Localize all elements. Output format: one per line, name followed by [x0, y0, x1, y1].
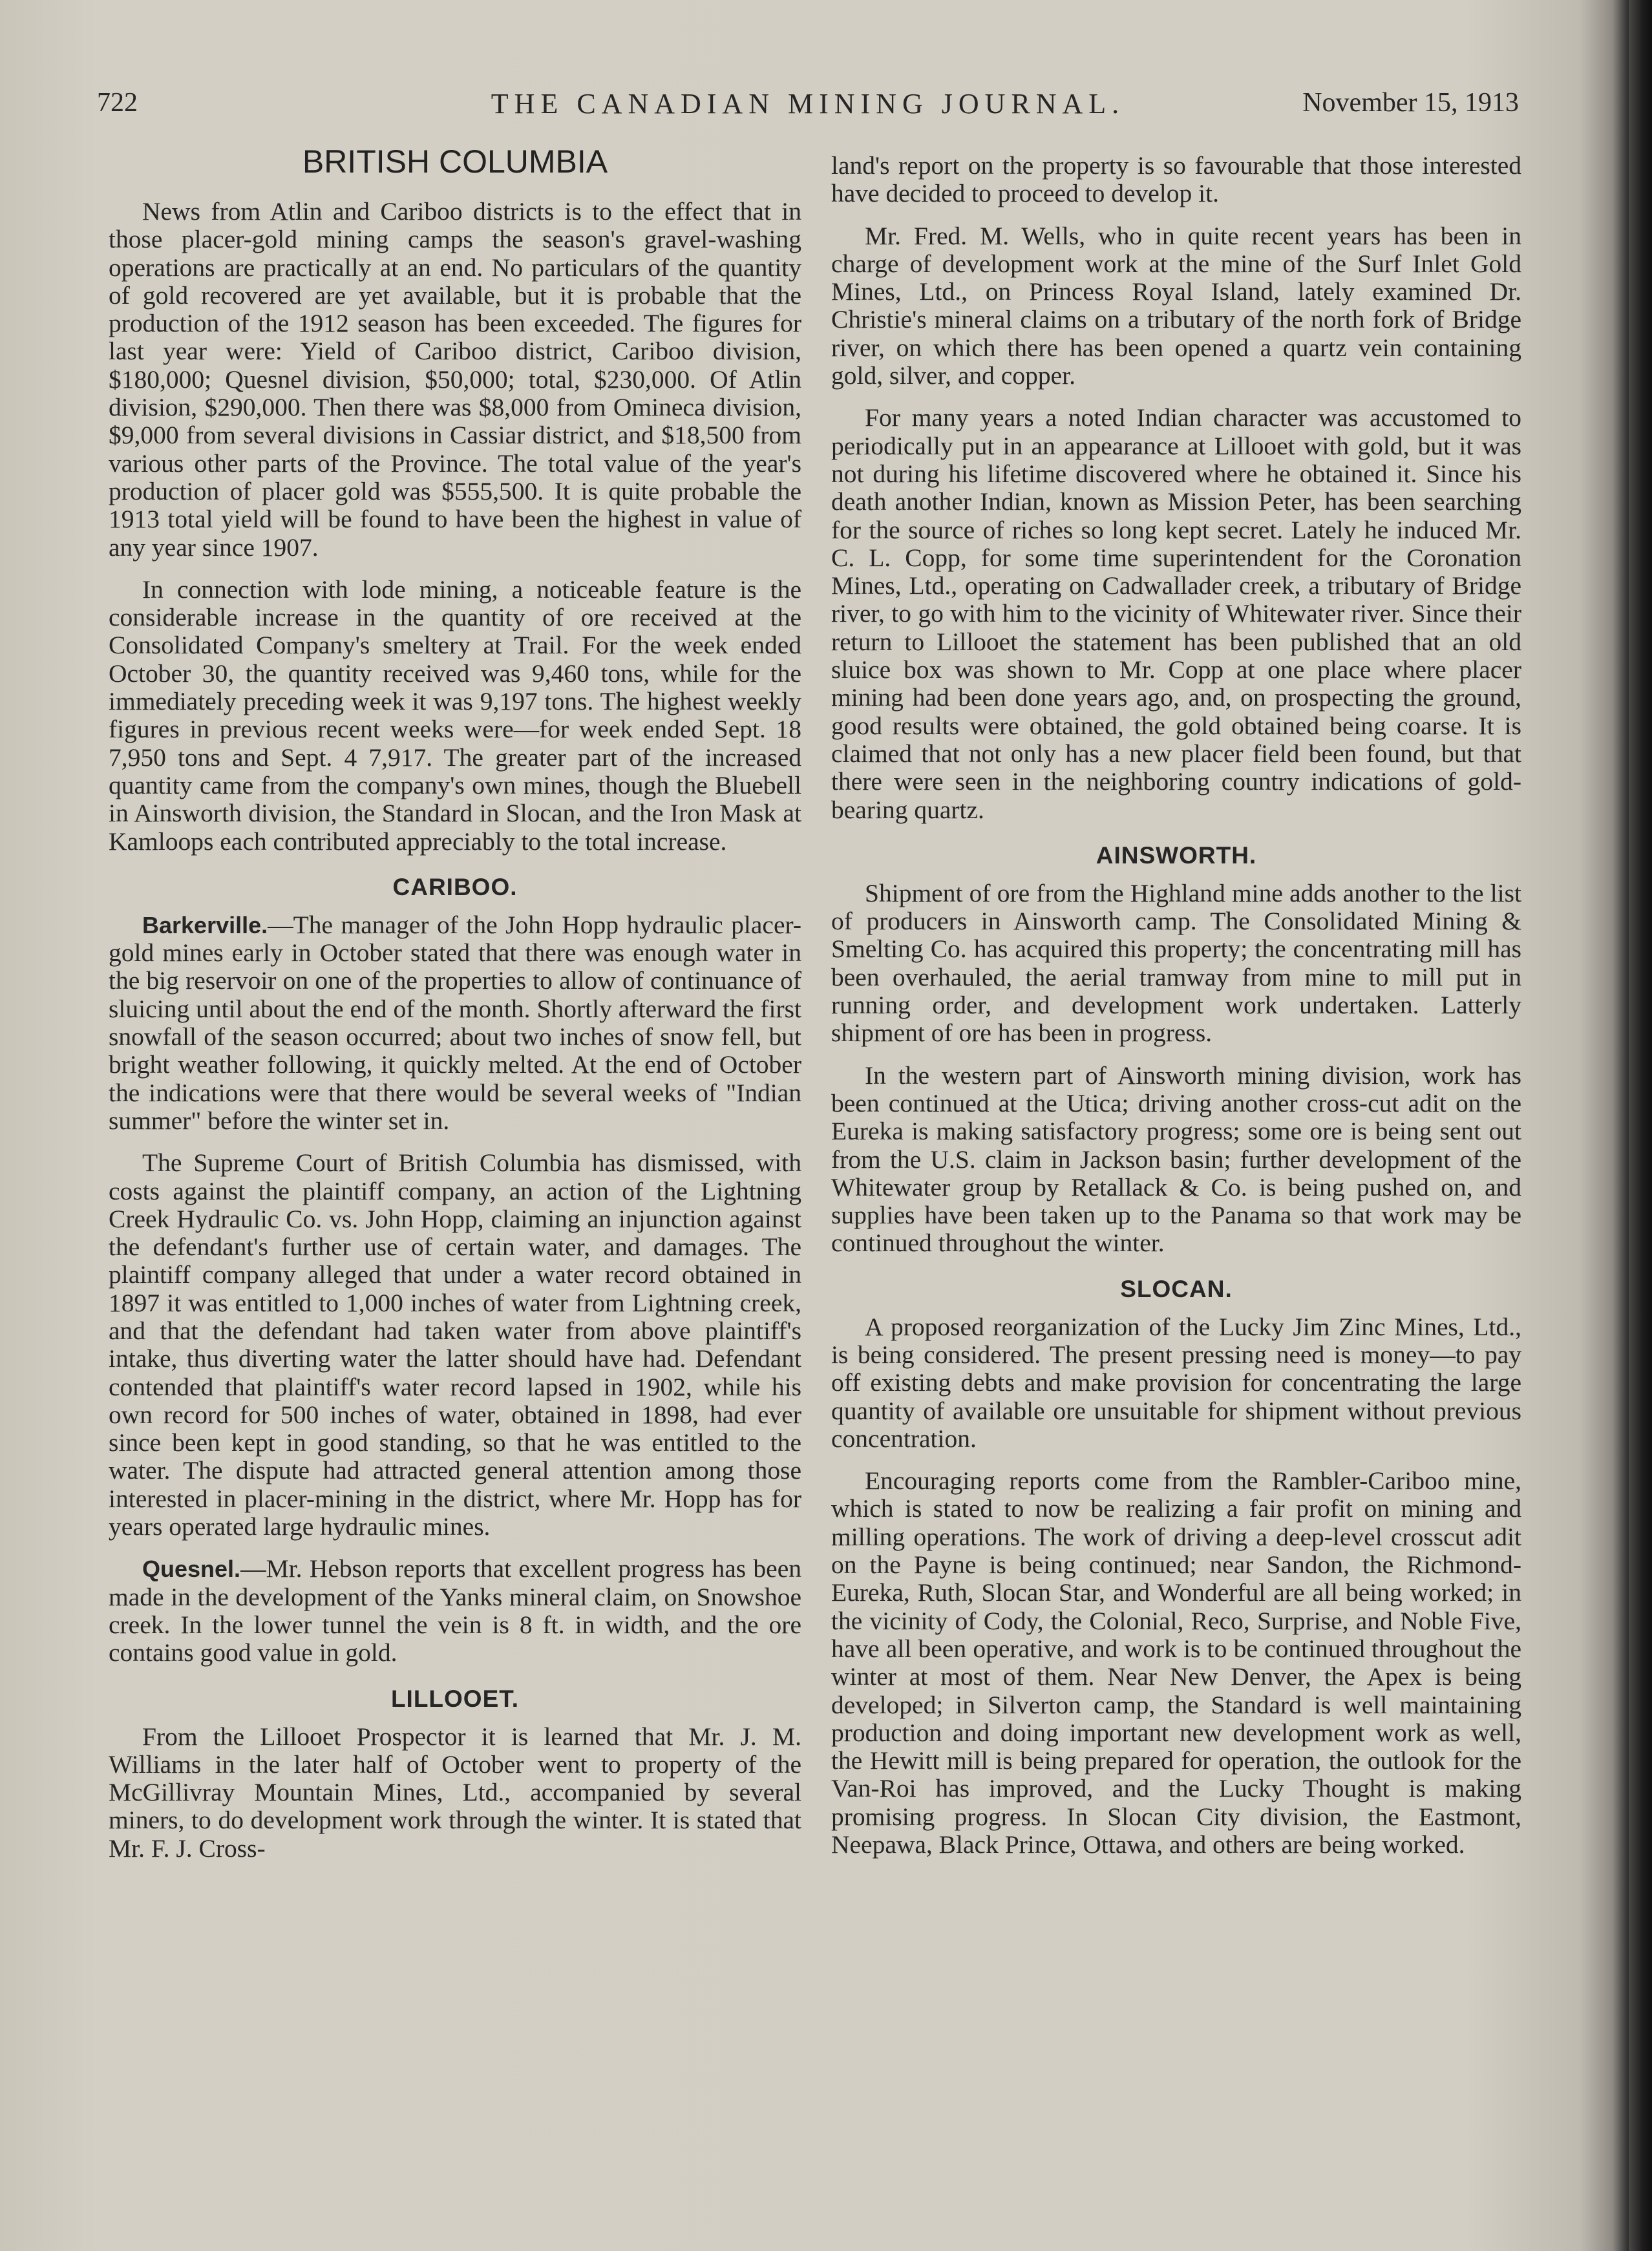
book-spine-edge: [1629, 0, 1652, 2251]
slocan-paragraph-1: A proposed reorganization of the Lucky Jim Zinc Mines, Ltd., is being considered. The present pressing need is money—to pay off existing debts and make provision for concentrating the large quantity of available ore unsuitable for shipment without previous concentration.: [831, 1312, 1521, 1453]
indian-paragraph: For many years a noted Indian character was accustomed to periodically put in an appearance at Lillooet with gold, but it was not during his lifetime discovered where he obtained it. Since his death another Indian, known as Mission Peter, has been searching for the source of riches so long kept secret. Lately he induced Mr. C. L. Copp, for some time superintendent for the Coronation Mines, Ltd., operating on Cadwallader creek, a tributary of Bridge river, to go with him to the vicinity of Whitewater river. Since their return to Lillooet the statement has been published that an old sluice box was shown to Mr. Copp at one place where placer mining had been done years ago, and, on prospecting the ground, good results were obtained, the gold obtained being coarse. It is claimed that not only has a new placer field been found, but that there were seen in the neighboring country indications of gold-bearing quartz.: [831, 403, 1521, 824]
running-header: [97, 87, 1519, 126]
intro-paragraph-1: News from Atlin and Cariboo districts is to the effect that in those placer-gold mining camps the season's gravel-washing operations are practically at an end. No particulars of the quantity of gold recovered are yet available, but it is probable that the production of the 1912 season has been exceeded. The figures for last year were: Yield of Cariboo district, Cariboo division, $180,000; Quesnel division, $50,000; total, $230,000. Of Atlin division, $290,000. Then there was $8,000 from Omineca division, $9,000 from several divisions in Cassiar district, and $18,500 from various other parts of the Province. The total value of the year's production of placer gold was $555,500. It is quite probable the 1913 total yield will be found to have been the highest in value of any year since 1907.: [109, 197, 801, 562]
left-column: [109, 142, 801, 1877]
wells-paragraph: Mr. Fred. M. Wells, who in quite recent years has been in charge of development work at the mine of the Surf Inlet Gold Mines, Ltd., on Princess Royal Island, lately examined Dr. Christie's mineral claims on a tributary of the north fork of Bridge river, on which there has been opened a quartz vein containing gold, silver, and copper.: [831, 221, 1521, 390]
lillooet-continued-paragraph: land's report on the property is so favourable that those interested have decided to proceed to develop it.: [831, 151, 1521, 208]
section-heading-lillooet: LILLOOET.: [390, 1685, 520, 1712]
slocan-paragraph-2: Encouraging reports come from the Rambler-Cariboo mine, which is stated to now be realizing a fair profit on mining and milling operations. The work of driving a deep-level crosscut adit on the Payne is being continued; near Sandon, the Richmond-Eureka, Ruth, Slocan Star, and Wonderful are all being worked; in the vicinity of Cody, the Colonial, Reco, Surprise, and Noble Five, have all been operative, and work is to be continued throughout the winter at most of them. Near New Denver, the Apex is being developed; in Silverton camp, the Standard is well maintaining production and doing important new development work as well, the Hewitt mill is being prepared for operation, the outlook for the Van-Roi has improved, and the Lucky Thought is making promising progress. In Slocan City division, the Eastmont, Neepawa, Black Prince, Ottawa, and others are being worked.: [831, 1466, 1521, 1859]
barkerville-paragraph: [109, 911, 801, 1135]
article-title: BRITISH COLUMBIA: [302, 143, 608, 180]
ainsworth-paragraph-1: Shipment of ore from the Highland mine adds another to the list of producers in Ainsworth camp. The Consolidated Mining & Smelting Co. has acquired this property; the concentrating mill has been overhauled, the aerial tramway from mine to mill put in running order, and development work undertaken. Latterly shipment of ore has been in progress.: [831, 878, 1521, 1048]
section-heading-cariboo: CARIBOO.: [392, 873, 518, 900]
section-heading-slocan: SLOCAN.: [1120, 1275, 1233, 1302]
journal-title: THE CANADIAN MINING JOURNAL.: [491, 88, 1125, 120]
ainsworth-paragraph-2: In the western part of Ainsworth mining division, work has been continued at the Utica; driving another cross-cut adit on the Eureka is making satisfactory progress; some ore is being sent out from the U.S. claim in Jackson basin; further development of the Whitewater group by Retallack & Co. is being pushed on, and supplies have been taken up to the Panama so that work may be continued throughout the winter.: [831, 1061, 1521, 1258]
section-heading-ainsworth: AINSWORTH.: [1096, 841, 1257, 869]
lillooet-paragraph: From the Lillooet Prospector it is learned that Mr. J. M. Williams in the later half of October went to property of the McGillivray Mountain Mines, Ltd., accompanied by several miners, to do development work through the winter. It is stated that Mr. F. J. Cross-: [109, 1722, 801, 1863]
issue-date: November 15, 1913: [1302, 88, 1519, 118]
page-number: 722: [97, 88, 138, 118]
right-column: [831, 152, 1521, 1873]
barkerville-text: —The manager of the John Hopp hydraulic placer-gold mines early in October stated that there was enough water in the big reservoir on one of the properties to allow of continuance of sluicing until about the end of the month. Shortly afterward the first snowfall of the season occurred; about two inches of snow fell, but bright weather following, it quickly melted. At the end of October the indications were that there would be several weeks of "Indian summer" before the winter set in.: [109, 910, 801, 1135]
court-paragraph: The Supreme Court of British Columbia has dismissed, with costs against the plaintiff company, an action of the Lightning Creek Hydraulic Co. vs. John Hopp, claiming an injunction against the defendant's further use of certain water, and damages. The plaintiff company alleged that under a water record obtained in 1897 it was entitled to 1,000 inches of water from Lightning creek, and that the defendant had taken water from above plaintiff's intake, thus diverting water the latter should have had. Defendant contended that plaintiff's water record lapsed in 1902, while his own record for 500 inches of water, obtained in 1898, had ever since been kept in good standing, so that he was entitled to the water. The dispute had attracted general attention among those interested in placer-mining in the district, where Mr. Hopp has for years operated large hydraulic mines.: [109, 1148, 801, 1541]
quesnel-text: —Mr. Hebson reports that excellent progress has been made in the development of the Yanks mineral claim, on Snowshoe creek. In the lower tunnel the vein is 8 ft. in width, and the ore contains good value in gold.: [109, 1554, 801, 1667]
quesnel-lead: Quesnel.: [142, 1556, 241, 1583]
intro-paragraph-2: In connection with lode mining, a noticeable feature is the considerable increase in the quantity of ore received at the Consolidated Company's smeltery at Trail. For the week ended October 30, the quantity received was 9,460 tons, while for the immediately preceding week it was 9,197 tons. The highest weekly figures in previous recent weeks were—for week ended Sept. 18 7,950 tons and Sept. 4 7,917. The greater part of the increased quantity came from the company's own mines, though the Bluebell in Ainsworth division, the Standard in Slocan, and the Iron Mask at Kamloops each contributed appreciably to the total increase.: [109, 575, 801, 856]
barkerville-lead: Barkerville.: [142, 911, 268, 938]
quesnel-paragraph: [109, 1555, 801, 1667]
